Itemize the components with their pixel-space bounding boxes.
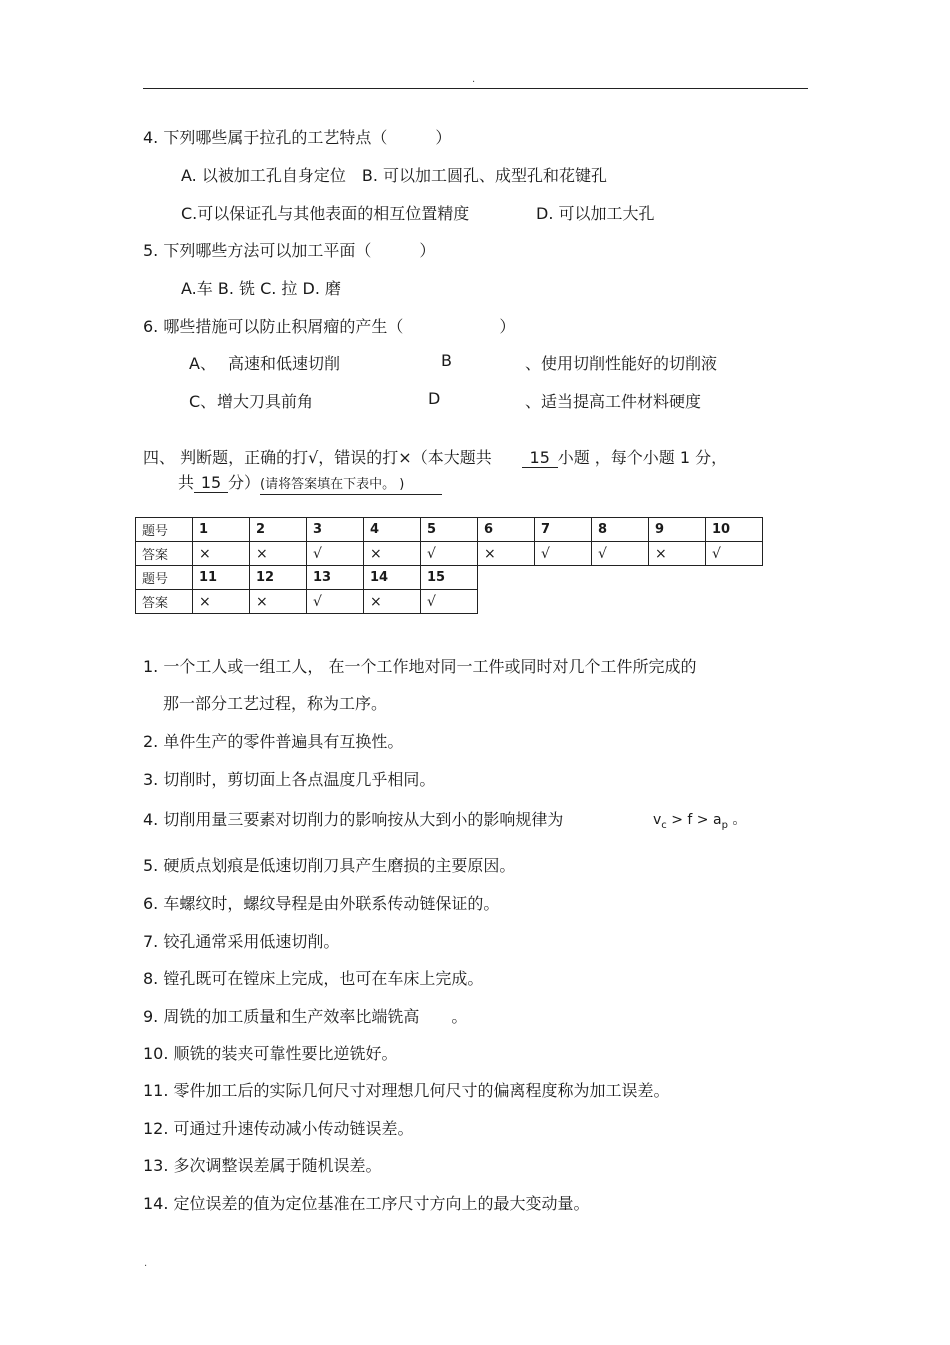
statement-3: 3. 切削时，剪切面上各点温度几乎相同。	[143, 770, 436, 789]
answer-mark: ×	[250, 542, 307, 566]
statement-1-line2: 那一部分工艺过程，称为工序。	[163, 694, 388, 713]
answer-mark: ×	[193, 590, 250, 614]
statement-4-formula	[653, 809, 746, 831]
formula-sub-p: p	[721, 819, 728, 831]
question-5-stem: 5. 下列哪些方法可以加工平面（ ）	[143, 241, 436, 260]
question-number: 15	[421, 566, 478, 590]
statement-6: 6. 车螺纹时，螺纹导程是由外联系传动链保证的。	[143, 894, 500, 913]
answer-mark: ×	[364, 590, 421, 614]
question-4-option-d: D. 可以加工大孔	[536, 204, 655, 223]
header-rule	[143, 88, 808, 89]
answer-mark: √	[421, 590, 478, 614]
statement-14: 14. 定位误差的值为定位基准在工序尺寸方向上的最大变动量。	[143, 1194, 590, 1213]
section-4-total-pre: 共	[178, 473, 195, 492]
question-5-options: A.车 B. 铣 C. 拉 D. 磨	[181, 279, 341, 298]
section-4-heading-line1	[143, 445, 727, 468]
question-number: 9	[649, 518, 706, 542]
question-number: 2	[250, 518, 307, 542]
question-6-option-a-text: 高速和低速切削	[228, 354, 341, 373]
question-number: 8	[592, 518, 649, 542]
question-4-stem: 4. 下列哪些属于拉孔的工艺特点（ ）	[143, 128, 452, 147]
question-number: 5	[421, 518, 478, 542]
section-4-total-score: 15	[194, 474, 228, 493]
answer-mark: ×	[649, 542, 706, 566]
footer-dot: .	[144, 1258, 148, 1269]
answer-mark: √	[421, 542, 478, 566]
statement-4: 4. 切削用量三要素对切削力的影响按从大到小的影响规律为	[143, 810, 564, 829]
table-row	[136, 566, 763, 590]
section-4-heading-line2	[178, 470, 442, 495]
question-6-option-c-text: 增大刀具前角	[217, 392, 314, 411]
section-4-heading-pre: 四、 判断题，正确的打√，错误的打×（本大题共	[143, 448, 492, 467]
answer-mark: ×	[193, 542, 250, 566]
statement-9: 9. 周铣的加工质量和生产效率比端铣高 。	[143, 1007, 468, 1026]
table-blank	[478, 566, 763, 590]
question-6-option-a-letter: A、	[189, 354, 216, 373]
statement-5: 5. 硬质点划痕是低速切削刀具产生磨损的主要原因。	[143, 856, 516, 875]
row-label-answer: 答案	[136, 590, 193, 614]
table-row	[136, 542, 763, 566]
section-4-question-count: 15	[522, 449, 558, 468]
question-number: 3	[307, 518, 364, 542]
row-label-number: 题号	[136, 566, 193, 590]
statement-8: 8. 镗孔既可在镗床上完成，也可在车床上完成。	[143, 969, 484, 988]
section-4-heading-post: 小题 ，每个小题 1 分，	[557, 448, 728, 467]
question-number: 7	[535, 518, 592, 542]
section-4-note: (请将答案填在下表中。 )	[260, 476, 442, 495]
question-number: 4	[364, 518, 421, 542]
question-number: 1	[193, 518, 250, 542]
row-label-number: 题号	[136, 518, 193, 542]
question-number: 6	[478, 518, 535, 542]
statement-2: 2. 单件生产的零件普遍具有互换性。	[143, 732, 404, 751]
question-6-option-c-letter: C、	[189, 392, 217, 411]
question-4-options-ab: A. 以被加工孔自身定位 B. 可以加工圆孔、成型孔和花键孔	[181, 166, 607, 185]
statement-10: 10. 顺铣的装夹可靠性要比逆铣好。	[143, 1044, 398, 1063]
answer-mark: ×	[250, 590, 307, 614]
statement-13: 13. 多次调整误差属于随机误差。	[143, 1156, 382, 1175]
table-blank	[478, 590, 763, 614]
question-number: 14	[364, 566, 421, 590]
formula-sub-c: c	[661, 819, 667, 831]
question-6-option-b-letter: B	[441, 351, 452, 370]
statement-12: 12. 可通过升速传动减小传动链误差。	[143, 1119, 414, 1138]
table-row	[136, 518, 763, 542]
question-6-option-b-text: 、使用切削性能好的切削液	[525, 354, 718, 373]
question-number: 12	[250, 566, 307, 590]
answer-mark: ×	[478, 542, 535, 566]
answer-mark: ×	[364, 542, 421, 566]
question-number: 11	[193, 566, 250, 590]
answer-table	[135, 517, 763, 614]
question-6-option-d-letter: D	[428, 389, 441, 408]
statement-11: 11. 零件加工后的实际几何尺寸对理想几何尺寸的偏离程度称为加工误差。	[143, 1081, 670, 1100]
statement-7: 7. 铰孔通常采用低速切削。	[143, 932, 340, 951]
answer-mark: √	[307, 542, 364, 566]
formula-end: 。	[727, 812, 747, 828]
statement-1-line1: 1. 一个工人或一组工人， 在一个工作地对同一工件或同时对几个工件所完成的	[143, 657, 697, 676]
row-label-answer: 答案	[136, 542, 193, 566]
formula-mid: > f > a	[666, 812, 722, 828]
header-dot: .	[472, 74, 476, 85]
table-row	[136, 590, 763, 614]
question-6-option-d-text: 、适当提高工件材料硬度	[525, 392, 702, 411]
question-4-option-c: C.可以保证孔与其他表面的相互位置精度	[181, 204, 470, 223]
answer-mark: √	[706, 542, 763, 566]
answer-mark: √	[535, 542, 592, 566]
section-4-total-post: 分）	[228, 473, 261, 492]
answer-mark: √	[307, 590, 364, 614]
question-number: 10	[706, 518, 763, 542]
formula-v: v	[653, 812, 662, 828]
question-6-stem: 6. 哪些措施可以防止积屑瘤的产生（ ）	[143, 317, 516, 336]
answer-mark: √	[592, 542, 649, 566]
question-number: 13	[307, 566, 364, 590]
